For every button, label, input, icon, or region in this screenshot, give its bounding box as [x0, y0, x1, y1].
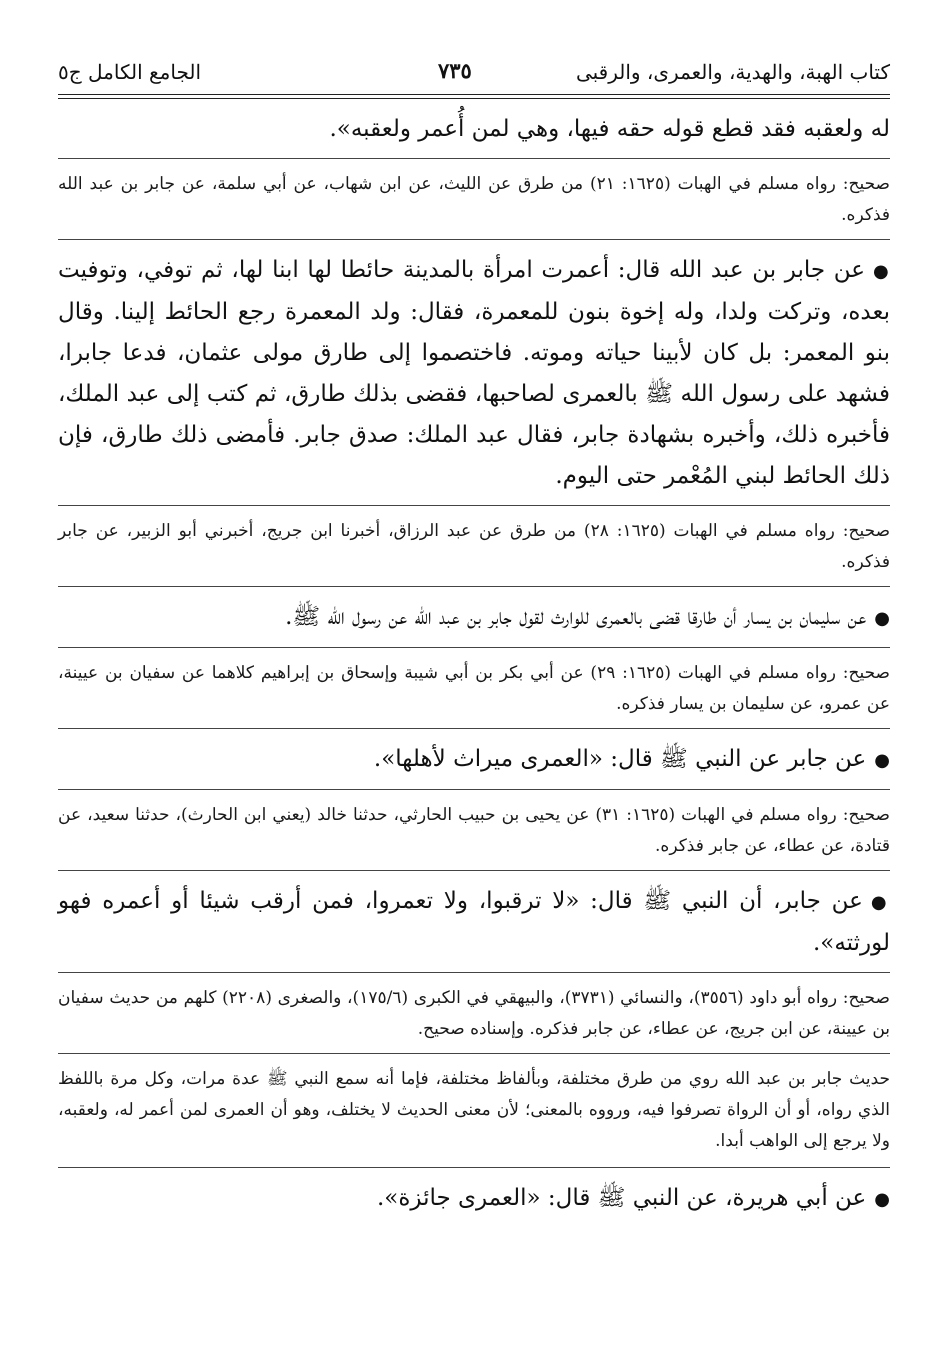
- hadith-text: ●عن أبي هريرة، عن النبي ﷺ قال: «العمرى جائزة».: [376, 1185, 890, 1211]
- takhrij-note: صحيح: رواه مسلم في الهبات (١٦٢٥: ٢١) من طرق عن الليث، عن ابن شهاب، عن أبي سلمة، عن جابر بن عبد الله فذكره.: [58, 174, 890, 225]
- book-title: الجامع الكامل ج٥: [58, 60, 202, 84]
- hadith-text: ●عن سليمان بن يسار أن طارقا قضى بالعمرى للوارث لقول جابر بن عبد الله عن رسول الله ﷺ.: [285, 604, 890, 630]
- section-divider: [58, 1053, 890, 1054]
- hadith-text: له ولعقبه فقد قطع قوله حقه فيها، وهي لمن أُعمر ولعقبه».: [329, 116, 890, 142]
- page: [58, 50, 890, 1350]
- page-number: ٧٣٥: [438, 58, 472, 83]
- running-header: [58, 50, 890, 95]
- section-divider: [58, 728, 890, 729]
- section-divider: [58, 505, 890, 506]
- section-divider: [58, 158, 890, 159]
- bullet-icon: ●: [872, 261, 890, 282]
- commentary-paragraph: حديث جابر بن عبد الله روي من طرق مختلفة، وبألفاظ مختلفة، فإما أنه سمع النبي ﷺ عدة مرات، وكل مرة باللفظ الذي رواه، أو أن الرواة تصرفوا فيه، ورووه بالمعنى؛ لأن معنى الحديث لا يختلف، وهو أن العمرى لمن أعمر له، ولعقبه، ولا يرجع إلى الواهب أبدا.: [58, 1069, 890, 1151]
- section-divider: [58, 239, 890, 240]
- takhrij-note: صحيح: رواه مسلم في الهبات (١٦٢٥: ٣١) عن يحيى بن حبيب الحارثي، حدثنا خالد (يعني ابن الحارث)، حدثنا سعيد، عن قتادة، عن عطاء، عن جابر فذكره.: [58, 805, 890, 856]
- hadith-text: ●عن جابر، أن النبي ﷺ قال: «لا ترقبوا، ولا تعمروا، فمن أرقب شيئا أو أعمره فهو لورثته».: [58, 888, 890, 956]
- hadith-text: ●عن جابر بن عبد الله قال: أعمرت امرأة بالمدينة حائطا لها ابنا لها، ثم توفي، وتوفيت بعده، وتركت ولدا، وله إخوة بنون للمعمرة، فقال: ولد المعمرة رجع الحائط إلينا. وقال بنو المعمر: بل كان لأبينا حياته وموته. فاختصموا إلى طارق مولى عثمان، فدعا جابرا، فشهد على رسول الله ﷺ بالعمرى لصاحبها، فقضى بذلك طارق، ثم كتب إلى عبد الملك، فأخبره ذلك، وأخبره بشهادة جابر، فقال عبد الملك: صدق جابر. فأمضى ذلك طارق، فإن ذلك الحائط لبني المُعْمر حتى اليوم.: [58, 257, 890, 489]
- section-divider: [58, 870, 890, 871]
- takhrij-note: صحيح: رواه مسلم في الهبات (١٦٢٥: ٢٨) من طرق عن عبد الرزاق، أخبرنا ابن جريج، أخبرني أبو الزبير، عن جابر فذكره.: [58, 521, 891, 572]
- bullet-icon: ●: [870, 892, 890, 913]
- section-divider: [58, 586, 890, 587]
- page-body: [58, 109, 890, 1220]
- bullet-icon: ●: [874, 608, 890, 629]
- section-divider: [58, 1167, 890, 1168]
- hadith-text: ●عن جابر عن النبي ﷺ قال: «العمرى ميراث لأهلها».: [373, 746, 890, 772]
- section-divider: [58, 972, 890, 973]
- section-divider: [58, 647, 890, 648]
- takhrij-note: صحيح: رواه أبو داود (٣٥٥٦)، والنسائي (٣٧٣١)، والبيهقي في الكبرى (١٧٥/٦)، والصغرى (٢٢٠٨) كلهم من حديث سفيان بن عيينة، عن ابن جريج، عن عطاء، عن جابر فذكره. وإسناده صحيح.: [58, 988, 890, 1039]
- takhrij-note: صحيح: رواه مسلم في الهبات (١٦٢٥: ٢٩) عن أبي بكر بن أبي شيبة وإسحاق بن إبراهيم كلاهما عن سفيان بن عيينة، عن عمرو، عن سليمان بن يسار فذكره.: [58, 663, 890, 714]
- section-divider: [58, 789, 890, 790]
- bullet-icon: ●: [874, 750, 890, 771]
- header-double-rule: [58, 98, 890, 99]
- chapter-title: كتاب الهبة، والهدية، والعمرى، والرقبى: [575, 60, 890, 84]
- bullet-icon: ●: [874, 1189, 890, 1210]
